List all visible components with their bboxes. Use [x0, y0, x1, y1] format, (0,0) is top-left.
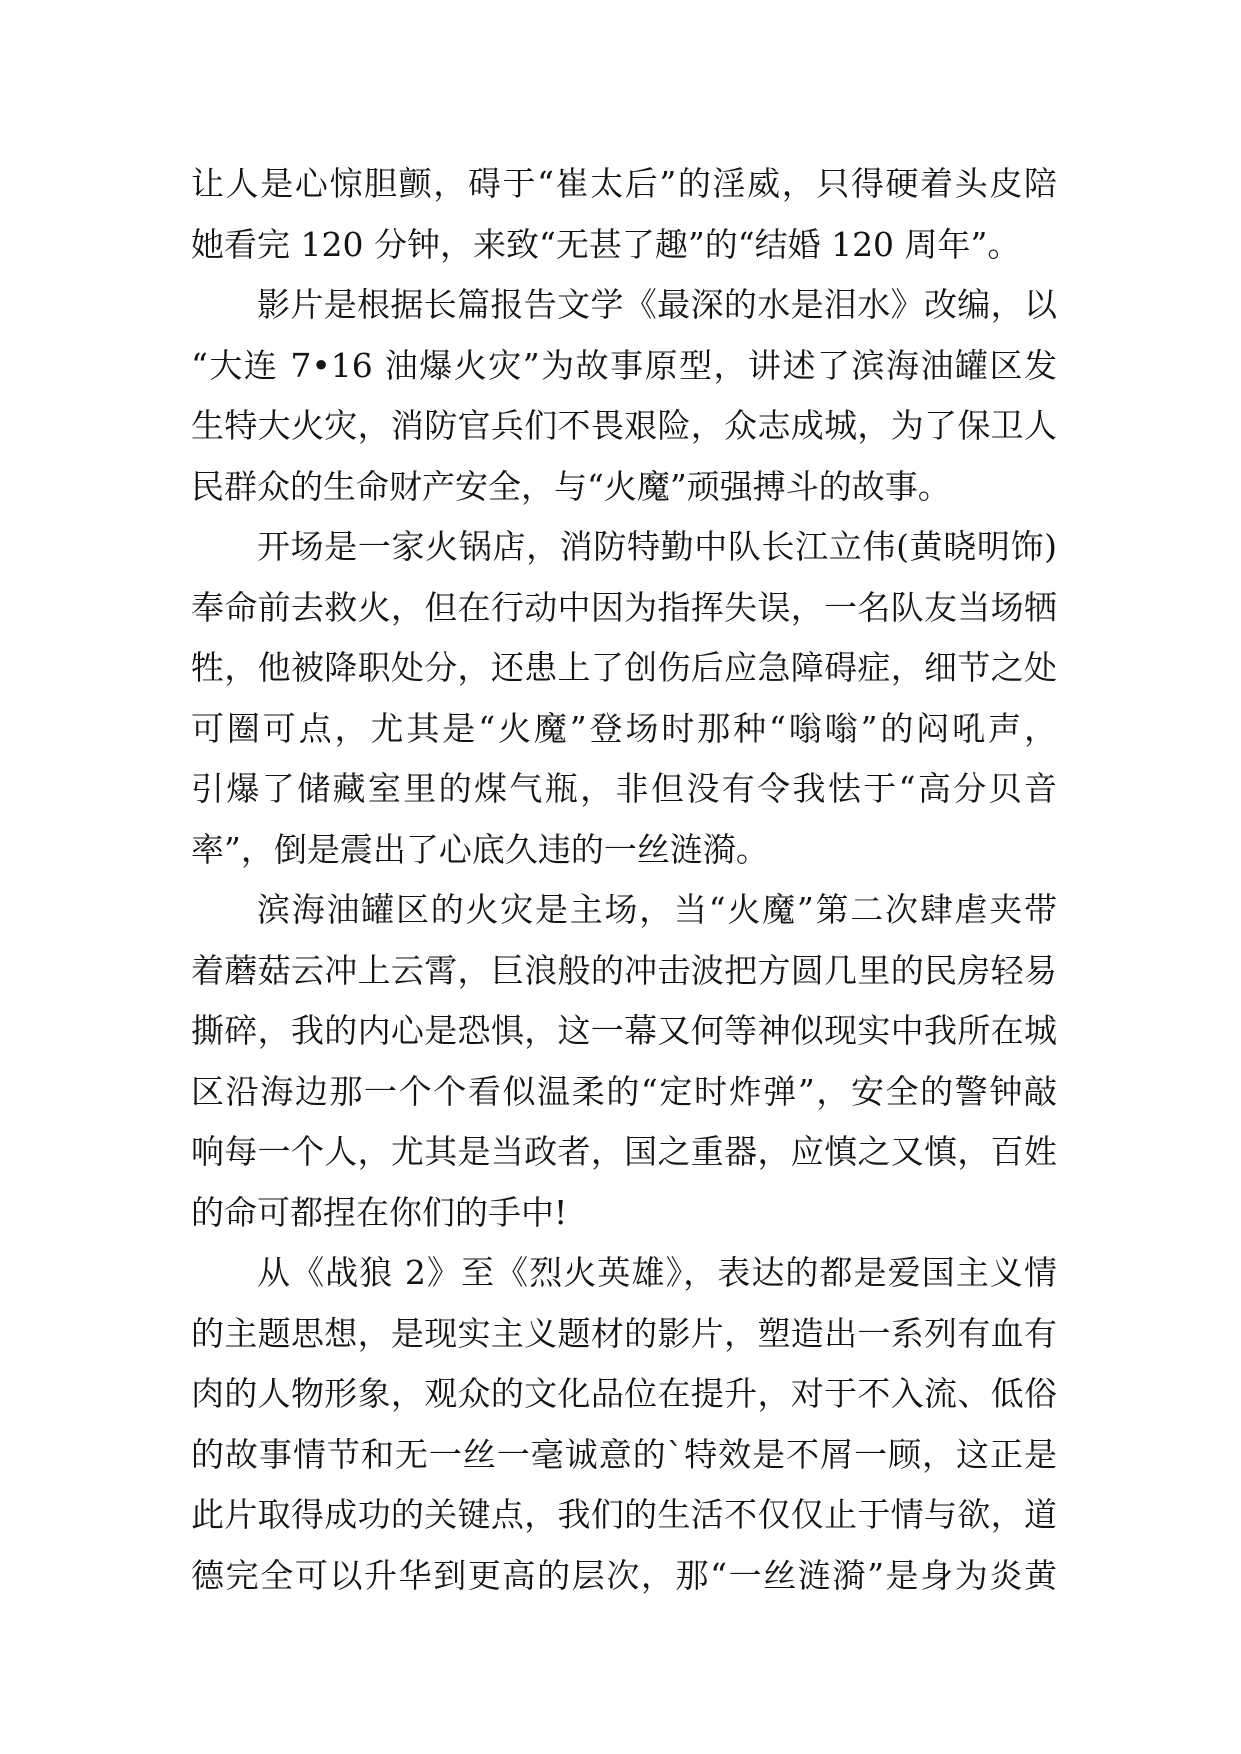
- text-line: 让人是心惊胆颤，碍于“崔太后”的淫威，只得硬着头皮陪: [191, 164, 1057, 203]
- text-line: 的主题思想，是现实主义题材的影片，塑造出一系列有血有: [191, 1313, 1057, 1353]
- text-line: 响每一个人，尤其是当政者，国之重器，应慎之又慎，百姓: [191, 1132, 1057, 1171]
- text-line: 牲，他被降职处分，还患上了创伤后应急障碍症，细节之处: [191, 648, 1057, 687]
- text-line: 从《战狼 2》至《烈火英雄》，表达的都是爱国主义情: [257, 1253, 1057, 1292]
- text-line: 民群众的生命财产安全，与“火魔”顽强搏斗的故事。: [191, 466, 951, 506]
- text-line: 开场是一家火锅店，消防特勤中队长江立伟(黄晓明饰): [257, 527, 1057, 566]
- text-line: 可圈可点，尤其是“火魔”登场时那种“嗡嗡”的闷吼声，: [191, 708, 1057, 748]
- text-line: 引爆了储藏室里的煤气瓶，非但没有令我怯于“高分贝音: [191, 769, 1057, 808]
- paragraph: [191, 880, 1057, 1243]
- text-line: 肉的人物形象，观众的文化品位在提升，对于不入流、低俗: [191, 1374, 1057, 1413]
- text-line: 她看完 120 分钟，来致“无甚了趣”的“结婚 120 周年”。: [191, 224, 1021, 264]
- text-line: 区沿海边那一个个看似温柔的“定时炸弹”，安全的警钟敲: [191, 1071, 1057, 1111]
- text-line: 率”，倒是震出了心底久违的一丝涟漪。: [191, 829, 769, 869]
- text-line: 着蘑菇云冲上云霄，巨浪般的冲击波把方圆几里的民房轻易: [191, 950, 1057, 990]
- document-body: [191, 154, 1057, 1606]
- text-line: 的命可都捏在你们的手中!: [191, 1192, 568, 1232]
- text-line: 德完全可以升华到更高的层次，那“一丝涟漪”是身为炎黄: [191, 1555, 1057, 1595]
- text-line: 奉命前去救火，但在行动中因为指挥失误，一名队友当场牺: [191, 587, 1057, 627]
- text-line: 生特大火灾，消防官兵们不畏艰险，众志成城，为了保卫人: [191, 406, 1057, 445]
- text-line: “大连 7•16 油爆火灾”为故事原型，讲述了滨海油罐区发: [191, 345, 1057, 385]
- paragraph: [191, 275, 1057, 517]
- text-line: 影片是根据长篇报告文学《最深的水是泪水》改编，以: [257, 285, 1057, 324]
- paragraph: [191, 154, 1057, 275]
- paragraph: [191, 1243, 1057, 1606]
- text-line: 滨海油罐区的火灾是主场，当“火魔”第二次肆虐夹带: [257, 890, 1057, 929]
- text-line: 此片取得成功的关键点，我们的生活不仅仅止于情与欲，道: [191, 1495, 1057, 1534]
- paragraph: [191, 517, 1057, 880]
- text-line: 撕碎，我的内心是恐惧，这一幕又何等神似现实中我所在城: [191, 1011, 1057, 1050]
- text-line: 的故事情节和无一丝一毫诚意的`特效是不屑一顾，这正是: [191, 1434, 1057, 1474]
